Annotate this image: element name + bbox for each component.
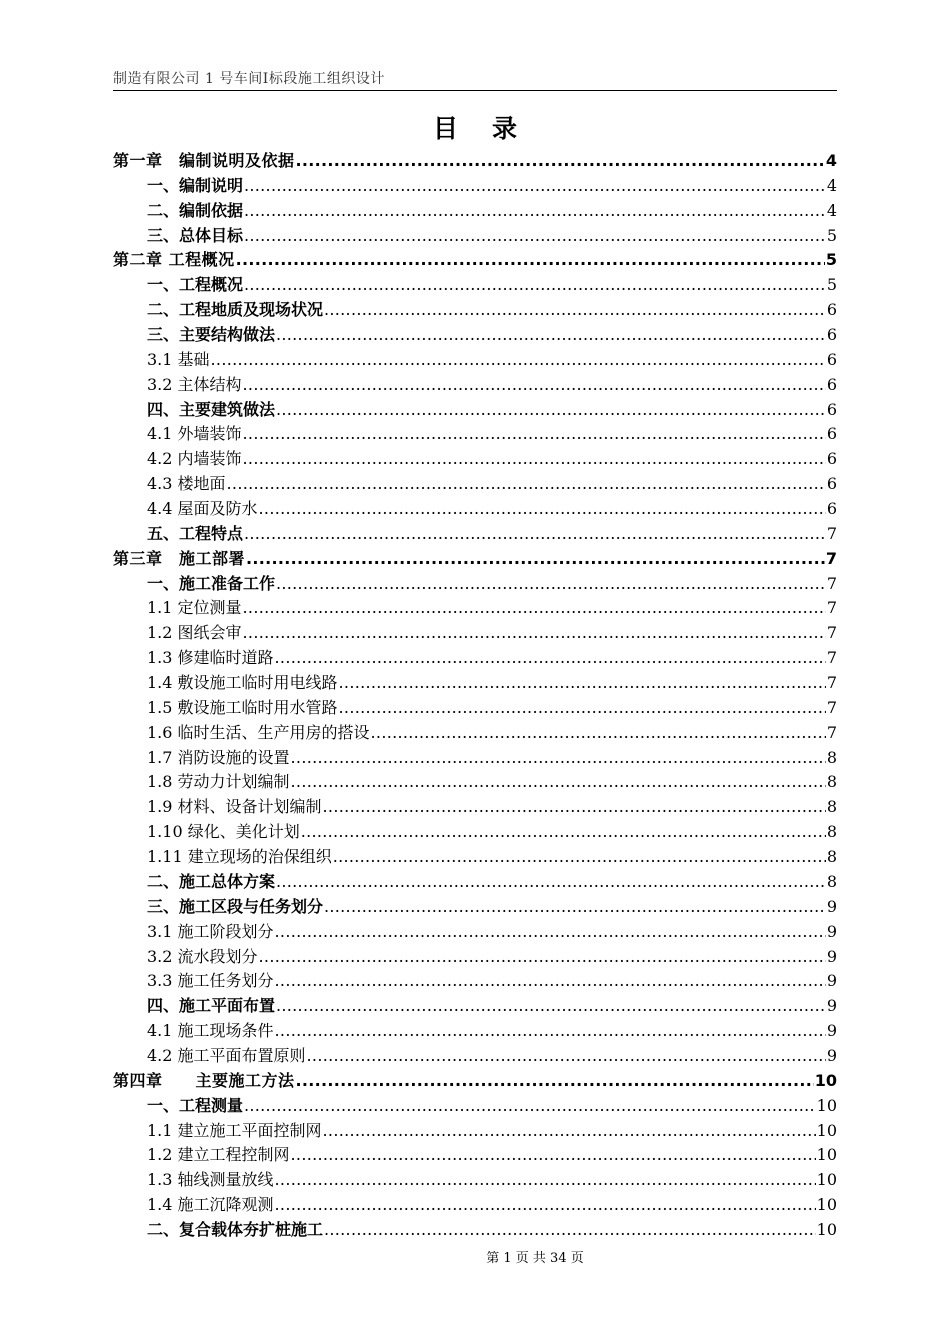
toc-entry-page: 7 [826,697,837,717]
toc-entry-label: 三、施工区段与任务划分 [147,896,324,916]
toc-entry-page: 10 [816,1219,837,1239]
toc-entry-label: 4.2 内墙装饰 [147,449,242,469]
toc-leader-dots [275,920,826,945]
toc-entry-page: 8 [826,847,837,867]
toc-entry-page: 9 [826,971,837,991]
toc-leader-dots [244,224,826,249]
toc-entry-label: 四、主要建筑做法 [147,399,276,419]
toc-entry-label: 第一章 编制说明及依据 [113,151,295,170]
toc-leader-dots [301,820,826,845]
toc-entry-label: 1.4 施工沉降观测 [147,1195,274,1215]
toc-leader-dots [291,770,826,795]
toc-entry[interactable] [113,646,837,671]
toc-leader-dots [323,795,826,820]
toc-leader-dots [244,273,826,298]
toc-leader-dots [243,596,826,621]
toc-leader-dots [296,1069,814,1094]
toc-leader-dots [276,323,826,348]
toc-entry-label: 1.7 消防设施的设置 [147,747,290,767]
toc-leader-dots [324,298,826,323]
toc-entry[interactable] [113,522,837,547]
toc-leader-dots [259,945,826,970]
toc-entry[interactable] [113,1119,837,1144]
toc-leader-dots [243,373,826,398]
toc-entry-page: 7 [825,548,837,568]
toc-entry-page: 9 [826,996,837,1016]
toc-entry-label: 1.1 定位测量 [147,598,242,618]
toc-entry-label: 一、工程测量 [147,1095,244,1115]
toc-entry-label: 一、编制说明 [147,175,244,195]
toc-entry[interactable] [113,1143,837,1168]
toc-leader-dots [276,994,826,1019]
toc-entry-page: 7 [826,523,837,543]
toc-entry-page: 9 [826,1021,837,1041]
toc-entry[interactable] [113,920,837,945]
toc-entry[interactable] [113,497,837,522]
toc-entry[interactable] [113,895,837,920]
toc-entry[interactable] [113,1193,837,1218]
toc-entry[interactable] [113,746,837,771]
toc-entry-label: 四、施工平面布置 [147,996,276,1016]
toc-entry-page: 6 [826,399,837,419]
toc-entry-page: 5 [825,250,837,270]
table-of-contents [113,149,837,1243]
toc-leader-dots [244,174,826,199]
toc-entry-label: 二、工程地质及现场状况 [147,300,324,320]
toc-entry-label: 3.2 主体结构 [147,374,242,394]
toc-leader-dots [243,621,826,646]
toc-leader-dots [246,547,825,572]
toc-entry-page: 8 [826,772,837,792]
toc-entry-label: 4.2 施工平面布置原则 [147,1045,306,1065]
toc-entry-page: 7 [826,673,837,693]
toc-leader-dots [244,1094,816,1119]
toc-entry-page: 10 [816,1170,837,1190]
toc-entry-label: 3.1 施工阶段划分 [147,921,274,941]
toc-entry-page: 10 [816,1145,837,1165]
toc-entry-page: 7 [826,573,837,593]
toc-entry-label: 第三章 施工部署 [113,548,246,568]
toc-entry[interactable] [113,845,837,870]
toc-leader-dots [324,895,826,920]
toc-entry-label: 1.3 轴线测量放线 [147,1170,274,1190]
toc-entry-label: 3.1 基础 [147,349,210,369]
page-footer: 第 1 页 共 34 页 [486,1251,584,1266]
toc-entry-label: 4.3 楼地面 [147,474,226,494]
toc-entry[interactable] [113,671,837,696]
toc-entry-page: 6 [826,300,837,320]
toc-entry-label: 1.1 建立施工平面控制网 [147,1120,322,1140]
toc-entry[interactable] [113,174,837,199]
toc-entry-label: 二、编制依据 [147,200,244,220]
toc-entry[interactable] [113,348,837,373]
toc-leader-dots [227,472,826,497]
toc-leader-dots [243,447,826,472]
toc-entry[interactable] [113,323,837,348]
toc-entry-page: 9 [826,921,837,941]
toc-leader-dots [259,497,826,522]
toc-entry[interactable] [113,945,837,970]
toc-entry-label: 三、主要结构做法 [147,325,276,345]
toc-entry[interactable] [113,373,837,398]
toc-leader-dots [244,522,826,547]
toc-entry[interactable] [113,721,837,746]
toc-leader-dots [275,1168,816,1193]
toc-entry-page: 4 [825,151,837,170]
toc-leader-dots [296,149,825,174]
toc-entry-page: 8 [826,871,837,891]
toc-entry-page: 6 [826,474,837,494]
toc-entry-page: 10 [814,1070,837,1090]
toc-leader-dots [275,1193,816,1218]
toc-entry[interactable] [113,199,837,224]
toc-entry-label: 1.2 建立工程控制网 [147,1145,290,1165]
toc-entry[interactable] [113,422,837,447]
toc-entry-label: 3.3 施工任务划分 [147,971,274,991]
toc-leader-dots [275,969,826,994]
toc-entry[interactable] [113,969,837,994]
toc-entry[interactable] [113,1168,837,1193]
toc-entry-page: 10 [816,1095,837,1115]
toc-entry-label: 第四章 主要施工方法 [113,1070,295,1090]
toc-leader-dots [211,348,826,373]
toc-entry-page: 5 [826,225,837,245]
toc-entry-page: 4 [826,175,837,195]
toc-entry[interactable] [113,248,837,273]
toc-entry-label: 一、工程概况 [147,275,244,295]
toc-entry[interactable] [113,770,837,795]
toc-entry[interactable] [113,572,837,597]
toc-entry-page: 7 [826,623,837,643]
toc-entry-label: 1.8 劳动力计划编制 [147,772,290,792]
toc-entry[interactable] [113,298,837,323]
toc-entry[interactable] [113,994,837,1019]
toc-entry-label: 1.9 材料、设备计划编制 [147,797,322,817]
toc-entry[interactable] [113,795,837,820]
toc-leader-dots [333,845,826,870]
toc-leader-dots [275,646,826,671]
toc-leader-dots [324,1218,816,1243]
toc-entry[interactable] [113,1218,837,1243]
page-title: 目录 [432,114,551,143]
toc-entry-page: 7 [826,598,837,618]
toc-entry-label: 一、施工准备工作 [147,573,276,593]
toc-entry-label: 4.1 外墙装饰 [147,424,242,444]
toc-leader-dots [291,746,826,771]
toc-entry-page: 6 [826,374,837,394]
toc-entry-label: 1.5 敷设施工临时用水管路 [147,697,338,717]
toc-leader-dots [307,1044,826,1069]
toc-entry[interactable] [113,696,837,721]
header-divider [113,90,837,91]
toc-entry-page: 7 [826,648,837,668]
toc-leader-dots [276,572,826,597]
toc-entry[interactable] [113,1019,837,1044]
toc-leader-dots [244,199,826,224]
toc-entry-page: 10 [816,1195,837,1215]
toc-entry[interactable] [113,149,837,174]
toc-entry-page: 9 [826,1045,837,1065]
toc-entry-page: 10 [816,1120,837,1140]
toc-entry-page: 7 [826,722,837,742]
toc-entry-label: 1.6 临时生活、生产用房的搭设 [147,722,370,742]
toc-entry[interactable] [113,870,837,895]
toc-entry-page: 6 [826,449,837,469]
toc-entry-label: 二、施工总体方案 [147,871,276,891]
toc-entry-label: 1.4 敷设施工临时用电线路 [147,673,338,693]
toc-entry[interactable] [113,1069,837,1094]
toc-leader-dots [276,870,826,895]
toc-entry-label: 1.11 建立现场的治保组织 [147,847,332,867]
toc-entry[interactable] [113,398,837,423]
toc-entry[interactable] [113,1044,837,1069]
toc-entry-page: 8 [826,822,837,842]
toc-entry-page: 6 [826,349,837,369]
toc-leader-dots [275,1019,826,1044]
toc-entry-label: 4.1 施工现场条件 [147,1021,274,1041]
toc-entry[interactable] [113,547,837,572]
toc-entry-label: 第二章 工程概况 [113,250,235,270]
toc-entry-label: 1.3 修建临时道路 [147,648,274,668]
toc-entry[interactable] [113,224,837,249]
toc-entry-label: 3.2 流水段划分 [147,946,258,966]
toc-entry-label: 三、总体目标 [147,225,244,245]
toc-entry-page: 4 [826,200,837,220]
toc-entry-label: 二、复合载体夯扩桩施工 [147,1219,324,1239]
toc-leader-dots [323,1119,816,1144]
running-header: 制造有限公司 1 号车间Ⅰ标段施工组织设计 [113,71,385,87]
toc-leader-dots [339,671,826,696]
toc-entry[interactable] [113,273,837,298]
toc-leader-dots [276,398,826,423]
toc-entry-page: 6 [826,424,837,444]
toc-entry[interactable] [113,447,837,472]
toc-entry[interactable] [113,1094,837,1119]
toc-entry-page: 9 [826,896,837,916]
toc-entry[interactable] [113,820,837,845]
toc-entry-label: 1.2 图纸会审 [147,623,242,643]
toc-entry-page: 6 [826,499,837,519]
toc-leader-dots [236,248,825,273]
toc-entry-label: 4.4 屋面及防水 [147,499,258,519]
toc-entry-page: 9 [826,946,837,966]
toc-leader-dots [371,721,826,746]
toc-entry[interactable] [113,621,837,646]
toc-leader-dots [291,1143,816,1168]
toc-leader-dots [243,422,826,447]
toc-entry-label: 1.10 绿化、美化计划 [147,822,300,842]
toc-entry-page: 8 [826,797,837,817]
toc-entry-page: 5 [826,275,837,295]
toc-entry-label: 五、工程特点 [147,523,244,543]
toc-entry-page: 8 [826,747,837,767]
toc-leader-dots [339,696,826,721]
toc-entry[interactable] [113,596,837,621]
toc-entry[interactable] [113,472,837,497]
toc-entry-page: 6 [826,325,837,345]
